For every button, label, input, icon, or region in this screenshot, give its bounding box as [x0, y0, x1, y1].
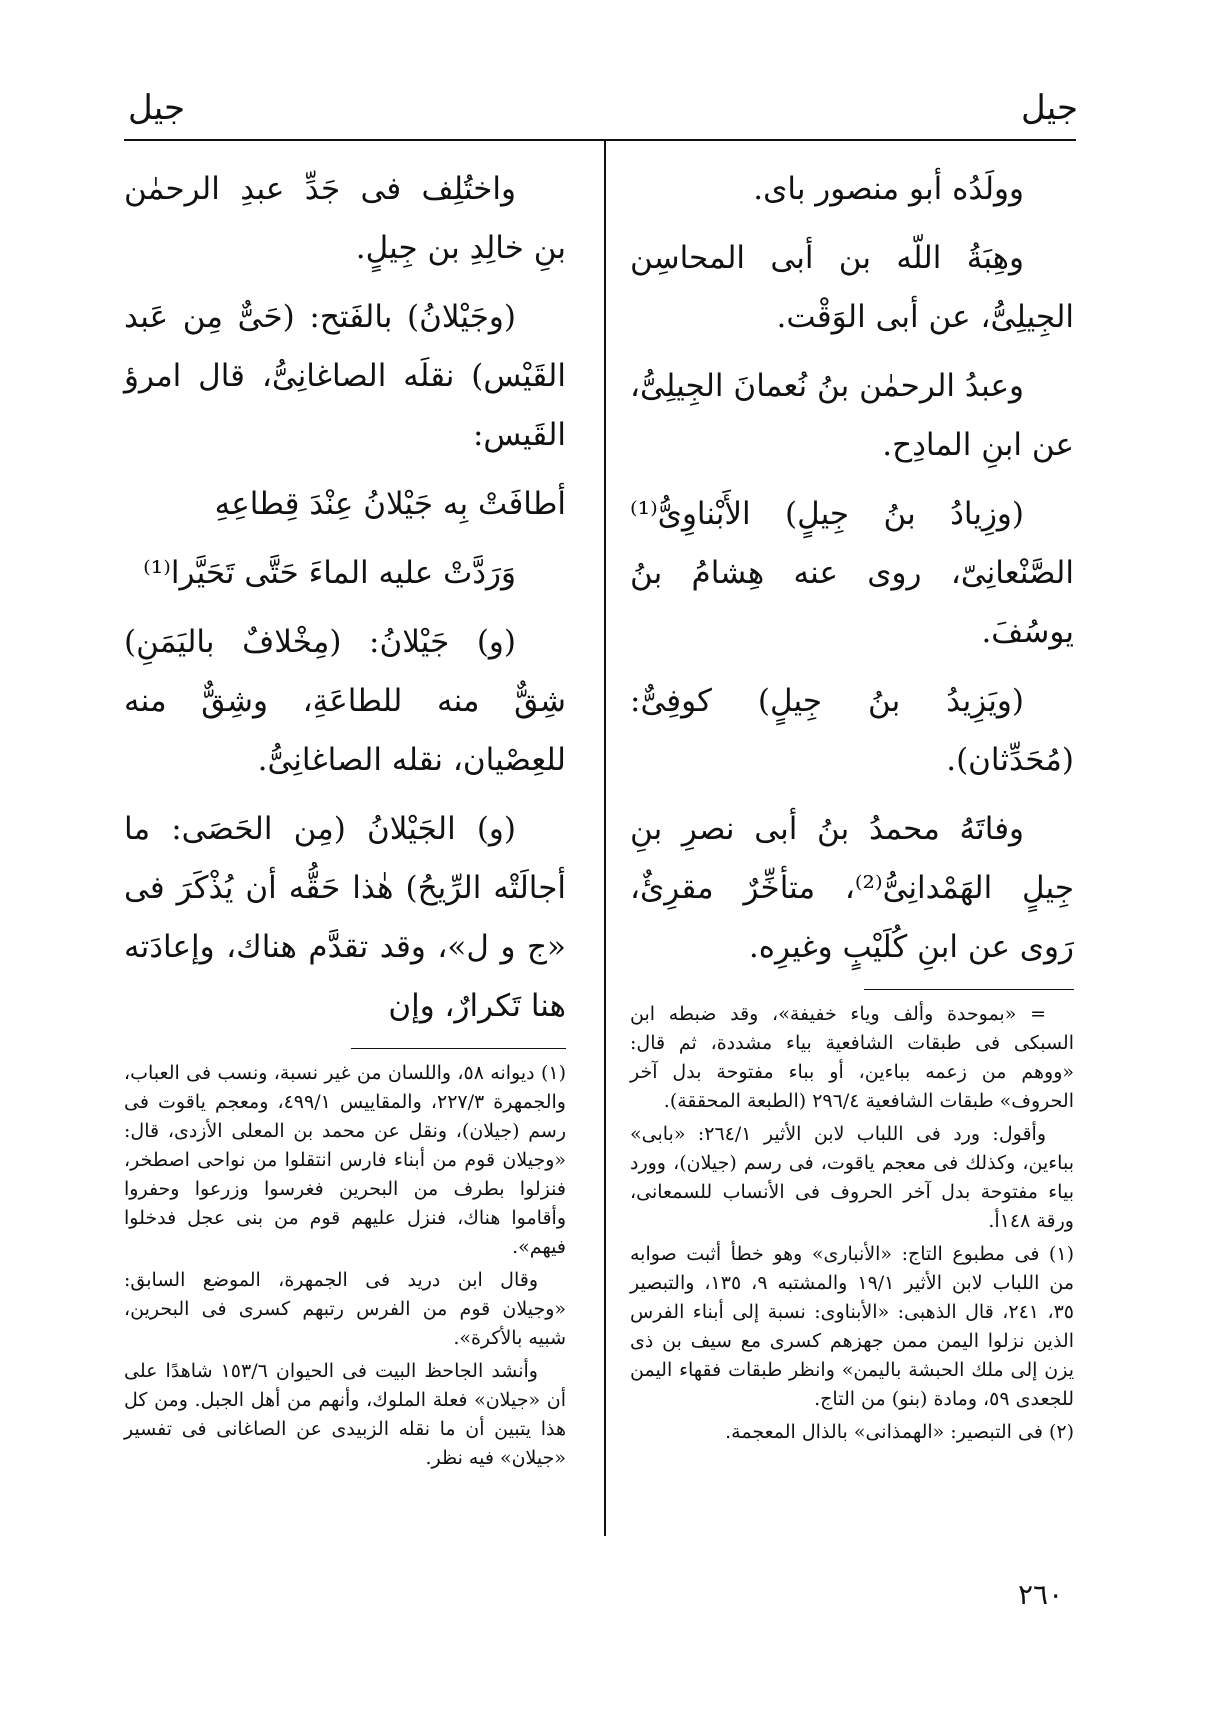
- entry-paragraph: (و) جَيْلانُ: (مِخْلافٌ باليَمَنِ) شِقٌّ منه للطاعَةِ، وشِقٌّ منه للعِصْيان، نقله الصاغانِىُّ.: [124, 624, 566, 778]
- left-column: [124, 160, 566, 1477]
- footnote: = «بموحدة وألف وياء خفيفة»، وقد ضبطه ابن السبكى فى طبقات الشافعية بياء مشددة، ثم قال: «ووهم من زعمه بباءين، أو بباء مفتوحة بدل آخر الحروف» طبقات الشافعية ٢٩٦/٤ (الطبعة المحققة).: [630, 1003, 1074, 1112]
- footnote: (١) فى مطبوع التاج: «الأنبارى» وهو خطأ أثبت صوابه من اللباب لابن الأثير ١٩/١ والمشتبه ٩، ١٣٥، والتبصير ٣٥، ٢٤١، قال الذهبى: «الأبناوى: نسبة إلى أبناء الفرس الذين نزلوا اليمن ممن جهزهم كسرى مع سيف بن ذى يزن إلى ملك الحبشة باليمن» وانظر طبقات فقهاء اليمن للجعدى ٥٩، ومادة (بنو) من التاج.: [630, 1243, 1074, 1410]
- footnote-separator: [351, 1048, 566, 1049]
- entry-paragraph: وعبدُ الرحمٰن بنُ نُعمانَ الجِيلِىُّ، عن ابنِ المادِح.: [630, 368, 1074, 463]
- entry-paragraph: واختُلِف فى جَدِّ عبدِ الرحمٰن بنِ خالِدِ بن جِيلٍ.: [124, 171, 566, 266]
- entry-paragraph: وهِبَةُ اللّه بن أبى المحاسِن الجِيلِىُّ، عن أبى الوَقْت.: [630, 240, 1074, 335]
- poem-verse-first-half: أطافَتْ بِه جَيْلانُ عِنْدَ قِطاعِهِ: [214, 486, 566, 522]
- entry-paragraph: (وزِيادُ بنُ جِيلٍ) الأَبْناوِىُّ⁽¹⁾ الصَّنْعانِىّ، روى عنه هِشامُ بنُ يوسُفَ.: [630, 496, 1074, 650]
- footnote: وقال ابن دريد فى الجمهرة، الموضع السابق: «وجيلان قوم من الفرس رتبهم كسرى فى البحرين، شبيه بالأكرة».: [124, 1269, 566, 1349]
- entry-paragraph: وولَدُه أبو منصور باى.: [753, 171, 1024, 207]
- right-column: [630, 160, 1074, 1451]
- header-rule: [124, 139, 1076, 141]
- running-header-left: جيل: [128, 88, 186, 128]
- entry-paragraph: (وجَيْلانُ) بالفَتح: (حَىٌّ مِن عَبد القَيْس) نقلَه الصاغانِىُّ، قال امرؤ القَيس:: [124, 299, 566, 453]
- entry-paragraph: وفاتَهُ محمدُ بنُ أبى نصرِ بنِ جِيلٍ الهَمْدانِىُّ⁽²⁾، متأخِّرٌ مقرِئٌ، رَوى عن ابنِ كُلَيْبٍ وغيرِه.: [630, 811, 1074, 965]
- right-column-footnotes: [630, 1000, 1074, 1447]
- running-header-right: جيل: [1020, 88, 1078, 128]
- left-column-footnotes: [124, 1059, 566, 1473]
- entry-paragraph: (و) الجَيْلانُ (مِن الحَصَى: ما أجالَتْه الرِّيحُ) هٰذا حَقُّه أن يُذْكَرَ فى «ج و ل»، وقد تقدَّم هناك، وإعادَته هنا تَكرارٌ، وإن: [124, 811, 566, 1024]
- poem-verse-second-half: وَرَدَّتْ عليه الماءَ حَتَّى تَحَيَّرا⁽¹⁾: [143, 555, 516, 591]
- right-column-main-text: [630, 160, 1074, 977]
- footnote-separator: [864, 989, 1074, 990]
- footnote: (١) ديوانه ٥٨، واللسان من غير نسبة، ونسب فى العباب، والجمهرة ٢٢٧/٣، والمقاييس ٤٩٩/١، ومعجم ياقوت فى رسم (جيلان)، ونقل عن محمد بن المعلى الأزدى، قال: «وجيلان قوم من أبناء فارس انتقلوا من نواحى اصطخر، فنزلوا بطرف من البحرين فغرسوا وزرعوا وحفروا وأقاموا هناك، فنزل عليهم قوم من بنى عجل فدخلوا فيهم».: [124, 1062, 567, 1258]
- page-number: ٢٦٠: [1018, 1578, 1064, 1611]
- footnote: (٢) فى التبصير: «الهمذانى» بالذال المعجمة.: [725, 1421, 1074, 1443]
- entry-paragraph: (ويَزِيدُ بنُ جِيلٍ) كوفِىٌّ: (مُحَدِّثان).: [630, 683, 1074, 778]
- footnote: وأقول: ورد فى اللباب لابن الأثير ٢٦٤/١: «بابى» بباءين، وكذلك فى معجم ياقوت، فى رسم (جيلان)، وورد بياء مفتوحة بدل آخر الحروف فى الأنساب للسمعانى، ورقة ١٤٨أ.: [630, 1123, 1074, 1232]
- footnote: وأنشد الجاحظ البيت فى الحيوان ١٥٣/٦ شاهدًا على أن «جيلان» فعلة الملوك، وأنهم من أهل الجبل. ومن كل هذا يتبين أن ما نقله الزبيدى عن الصاغانى فى تفسير «جيلان» فيه نظر.: [124, 1360, 566, 1469]
- column-divider: [604, 141, 606, 1536]
- left-column-main-text: [124, 160, 566, 1036]
